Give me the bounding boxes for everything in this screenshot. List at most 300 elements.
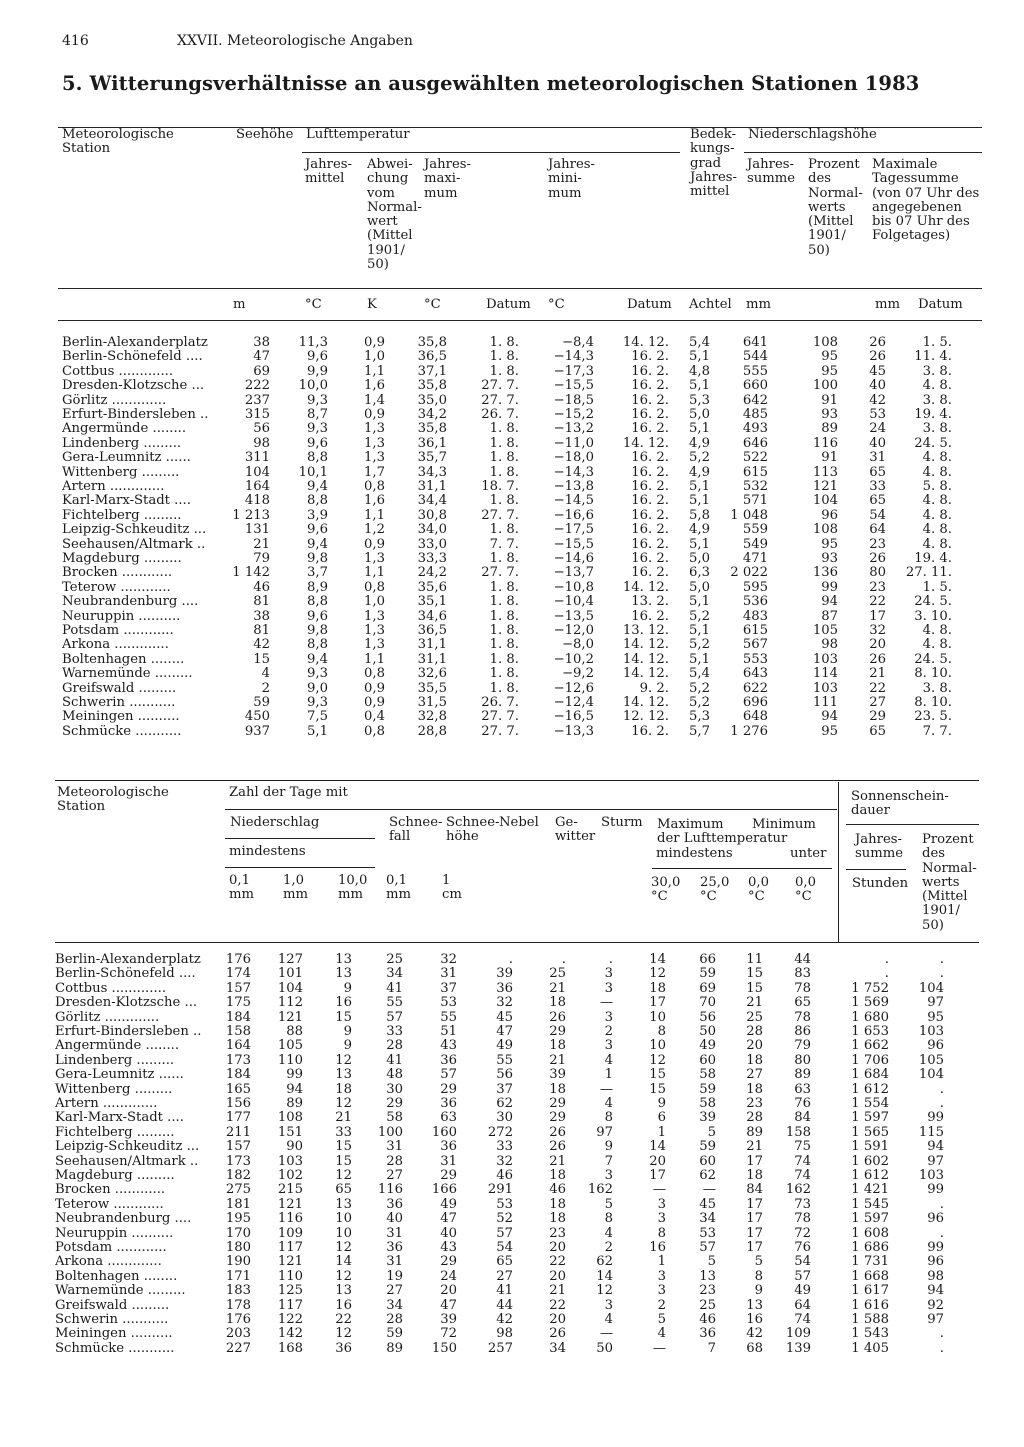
cell: 36 bbox=[440, 1139, 457, 1155]
cell: 7. 7. bbox=[922, 723, 952, 739]
cell: 291 bbox=[487, 1182, 513, 1198]
cell: 5. 8. bbox=[922, 479, 952, 494]
cell: 109 bbox=[277, 1225, 303, 1241]
cell: 91 bbox=[821, 450, 838, 466]
cell: −13,7 bbox=[553, 565, 594, 581]
cell: 178 bbox=[225, 1297, 251, 1313]
cell: 127 bbox=[277, 952, 303, 967]
cell: 53 bbox=[440, 995, 457, 1011]
cell: . bbox=[884, 952, 889, 967]
cell: 471 bbox=[742, 551, 768, 566]
cell: 32 bbox=[496, 995, 513, 1011]
cell: 22 bbox=[869, 594, 886, 610]
cell: 5,7 bbox=[689, 723, 710, 739]
cell: −17,3 bbox=[553, 363, 594, 379]
cell: 15 bbox=[649, 1081, 666, 1097]
cell: 1,3 bbox=[364, 435, 385, 451]
cell: 9,3 bbox=[307, 421, 328, 437]
cell: 622 bbox=[742, 680, 768, 696]
cell: 11 bbox=[746, 952, 763, 967]
cell: 180 bbox=[225, 1240, 251, 1255]
cell: 9,0 bbox=[307, 680, 328, 696]
cell: 23 bbox=[549, 1225, 566, 1241]
cell: 166 bbox=[431, 1182, 457, 1198]
cell: 35,6 bbox=[417, 579, 447, 595]
t1-unit-k: K bbox=[367, 297, 377, 312]
cell: 69 bbox=[699, 980, 716, 996]
cell: 47 bbox=[253, 349, 270, 365]
cell: 14. 12. bbox=[622, 637, 669, 653]
cell: . bbox=[884, 966, 889, 982]
cell: 25 bbox=[549, 966, 566, 982]
cell: 32 bbox=[869, 623, 886, 638]
cell: 595 bbox=[742, 579, 768, 595]
cell: 1. 8. bbox=[489, 551, 519, 566]
cell: 315 bbox=[244, 407, 270, 422]
cell: −17,5 bbox=[553, 522, 594, 538]
cell: 89 bbox=[286, 1096, 303, 1111]
cell: 156 bbox=[225, 1096, 251, 1111]
table-row bbox=[0, 1126, 1000, 1140]
cell: 1 565 bbox=[851, 1124, 889, 1140]
cell: 40 bbox=[386, 1211, 403, 1227]
t2-h-jahressumme: Jahres- summe bbox=[855, 832, 904, 862]
cell: 10 bbox=[649, 1038, 666, 1054]
station-name: Gera-Leumnitz ...... bbox=[62, 451, 191, 466]
cell: 19. 4. bbox=[914, 407, 952, 422]
station-name: Neubrandenburg .... bbox=[62, 595, 199, 610]
cell: 46 bbox=[699, 1312, 716, 1327]
cell: 31 bbox=[440, 1153, 457, 1169]
table-row bbox=[0, 682, 1000, 696]
cell: 16. 2. bbox=[631, 479, 669, 494]
cell: 80 bbox=[794, 1052, 811, 1068]
cell: 73 bbox=[794, 1196, 811, 1212]
cell: 79 bbox=[253, 551, 270, 566]
cell: 4 bbox=[604, 1096, 613, 1111]
cell: 110 bbox=[277, 1052, 303, 1068]
cell: 1 612 bbox=[851, 1168, 889, 1183]
cell: 38 bbox=[253, 335, 270, 350]
station-name: Angermünde ........ bbox=[62, 422, 187, 437]
t2-mindestens-rule bbox=[225, 867, 375, 868]
t2-th-3: 10,0 mm bbox=[338, 873, 368, 903]
cell: 1. 8. bbox=[489, 637, 519, 653]
table-row bbox=[0, 451, 1000, 465]
cell: 0,4 bbox=[364, 709, 385, 725]
cell: 14. 12. bbox=[622, 335, 669, 350]
cell: 553 bbox=[742, 651, 768, 667]
cell: 5,2 bbox=[689, 637, 710, 653]
cell: 11,3 bbox=[298, 335, 328, 350]
table2-top-rule bbox=[55, 780, 979, 781]
cell: 14. 12. bbox=[622, 695, 669, 710]
table-row bbox=[0, 552, 1000, 566]
station-name: Leipzig-Schkeuditz ... bbox=[62, 523, 207, 538]
cell: 8,8 bbox=[307, 594, 328, 610]
cell: 18 bbox=[549, 1211, 566, 1227]
t2-h-sonnen: Sonnenschein- dauer bbox=[851, 789, 949, 819]
cell: 29 bbox=[386, 1096, 403, 1111]
cell: 5,0 bbox=[689, 407, 710, 422]
cell: 50 bbox=[596, 1340, 613, 1356]
cell: 46 bbox=[496, 1168, 513, 1183]
cell: 9,3 bbox=[307, 392, 328, 408]
cell: 100 bbox=[377, 1124, 403, 1140]
cell: −13,8 bbox=[553, 479, 594, 494]
cell: 418 bbox=[244, 493, 270, 509]
cell: 4,9 bbox=[689, 464, 710, 480]
cell: 29 bbox=[440, 1168, 457, 1183]
cell: 13 bbox=[699, 1268, 716, 1284]
table-row bbox=[0, 437, 1000, 451]
cell: . bbox=[939, 1081, 944, 1097]
cell: 24. 5. bbox=[914, 435, 952, 451]
cell: 1,7 bbox=[364, 464, 385, 480]
cell: 57 bbox=[794, 1268, 811, 1284]
cell: 1 bbox=[657, 1124, 666, 1140]
cell: 99 bbox=[286, 1067, 303, 1083]
cell: 1,0 bbox=[364, 594, 385, 610]
cell: 99 bbox=[927, 1110, 944, 1126]
cell: 45 bbox=[869, 363, 886, 379]
cell: 12. 12. bbox=[622, 709, 669, 725]
cell: 493 bbox=[742, 421, 768, 437]
cell: 115 bbox=[918, 1124, 944, 1140]
cell: 72 bbox=[794, 1225, 811, 1241]
t2-h-unter: unter bbox=[790, 846, 827, 861]
station-name: Neuruppin .......... bbox=[62, 609, 181, 624]
cell: 41 bbox=[386, 980, 403, 996]
cell: 31,1 bbox=[417, 479, 447, 494]
t1-units-top-rule bbox=[58, 288, 982, 289]
table-row bbox=[0, 1313, 1000, 1327]
cell: 80 bbox=[869, 565, 886, 581]
cell: 122 bbox=[277, 1312, 303, 1327]
cell: 32 bbox=[440, 952, 457, 967]
cell: 95 bbox=[821, 536, 838, 552]
cell: 555 bbox=[742, 363, 768, 379]
t1-h-lufttemperatur: Lufttemperatur bbox=[306, 127, 410, 142]
cell: 34 bbox=[386, 966, 403, 982]
cell: 11. 4. bbox=[914, 349, 952, 365]
cell: 58 bbox=[386, 1110, 403, 1126]
cell: 131 bbox=[244, 522, 270, 538]
t1-unit-datum2: Datum bbox=[627, 297, 672, 312]
cell: 27 bbox=[386, 1283, 403, 1299]
table-row bbox=[0, 1342, 1000, 1356]
cell: 3 bbox=[604, 980, 613, 996]
station-name: Magdeburg ......... bbox=[55, 1169, 175, 1183]
station-name: Cottbus ............. bbox=[55, 981, 167, 996]
cell: −15,2 bbox=[553, 407, 594, 422]
cell: 275 bbox=[225, 1182, 251, 1198]
cell: 164 bbox=[244, 479, 270, 494]
cell: −13,5 bbox=[553, 608, 594, 624]
cell: 168 bbox=[277, 1340, 303, 1356]
cell: 63 bbox=[794, 1081, 811, 1097]
cell: 97 bbox=[927, 995, 944, 1011]
cell: 26 bbox=[549, 1326, 566, 1342]
cell: 1. 8. bbox=[489, 493, 519, 509]
table-row bbox=[0, 1068, 1000, 1082]
cell: 150 bbox=[431, 1340, 457, 1356]
cell: 5 bbox=[707, 1124, 716, 1140]
cell: 14 bbox=[649, 952, 666, 967]
cell: 95 bbox=[821, 723, 838, 739]
t1-unit-c1: °C bbox=[305, 297, 322, 312]
cell: 5,1 bbox=[689, 594, 710, 610]
cell: 31 bbox=[440, 966, 457, 982]
station-name: Arkona ............. bbox=[55, 1255, 162, 1270]
cell: 0,8 bbox=[364, 666, 385, 682]
table-row bbox=[0, 595, 1000, 609]
station-name: Erfurt-Bindersleben .. bbox=[55, 1025, 202, 1039]
cell: 1. 8. bbox=[489, 450, 519, 466]
cell: 16. 2. bbox=[631, 392, 669, 408]
cell: 27. 7. bbox=[481, 507, 519, 523]
cell: −9,2 bbox=[561, 666, 594, 682]
cell: 112 bbox=[277, 995, 303, 1011]
cell: 116 bbox=[377, 1182, 403, 1198]
table-row bbox=[0, 581, 1000, 595]
cell: 1. 8. bbox=[489, 363, 519, 379]
cell: 29 bbox=[549, 1024, 566, 1039]
t1-h-prozent: Prozent des Normal- werts (Mittel 1901/ 50) bbox=[808, 157, 863, 258]
table-row bbox=[0, 509, 1000, 523]
cell: 57 bbox=[440, 1067, 457, 1083]
t2-th-8: 0,0 °C bbox=[748, 875, 769, 905]
cell: 98 bbox=[821, 637, 838, 653]
cell: 559 bbox=[742, 522, 768, 538]
cell: 89 bbox=[821, 421, 838, 437]
cell: 91 bbox=[821, 392, 838, 408]
cell: 4. 8. bbox=[922, 378, 952, 394]
cell: 75 bbox=[794, 1139, 811, 1155]
cell: 103 bbox=[277, 1153, 303, 1169]
cell: 3. 10. bbox=[914, 608, 952, 624]
cell: 17 bbox=[746, 1153, 763, 1169]
cell: 177 bbox=[225, 1110, 251, 1126]
cell: 18 bbox=[746, 1052, 763, 1068]
cell: 18. 7. bbox=[481, 479, 519, 494]
station-name: Brocken ............ bbox=[62, 566, 173, 581]
station-name: Görlitz ............. bbox=[55, 1010, 160, 1025]
cell: 485 bbox=[742, 407, 768, 422]
cell: 56 bbox=[253, 421, 270, 437]
cell: 19 bbox=[386, 1268, 403, 1284]
cell: 16. 2. bbox=[631, 608, 669, 624]
cell: 1,1 bbox=[364, 507, 385, 523]
cell: 176 bbox=[225, 952, 251, 967]
cell: 55 bbox=[496, 1052, 513, 1068]
cell: 14 bbox=[649, 1139, 666, 1155]
cell: 10 bbox=[649, 1009, 666, 1025]
table-row bbox=[0, 466, 1000, 480]
cell: 104 bbox=[918, 980, 944, 996]
t1-h-maxtagessumme: Maximale Tagessumme (von 07 Uhr des angegebenen bis 07 Uhr des Folgetages) bbox=[872, 157, 980, 244]
cell: 35,0 bbox=[417, 392, 447, 408]
cell: . bbox=[939, 1096, 944, 1111]
cell: 20 bbox=[549, 1312, 566, 1327]
cell: 10,1 bbox=[298, 464, 328, 480]
cell: 1 684 bbox=[851, 1067, 889, 1083]
cell: 33 bbox=[496, 1139, 513, 1155]
cell: 257 bbox=[487, 1340, 513, 1356]
cell: 7 bbox=[707, 1340, 716, 1356]
cell: 22 bbox=[869, 680, 886, 696]
cell: 18 bbox=[549, 1081, 566, 1097]
table-row bbox=[0, 953, 1000, 967]
cell: 16 bbox=[649, 1240, 666, 1255]
cell: 1. 8. bbox=[489, 421, 519, 437]
station-name: Boltenhagen ........ bbox=[55, 1269, 178, 1284]
station-name: Arkona ............. bbox=[62, 638, 169, 653]
cell: 94 bbox=[927, 1139, 944, 1155]
cell: 1. 8. bbox=[489, 349, 519, 365]
cell: 20 bbox=[440, 1283, 457, 1299]
cell: 100 bbox=[812, 378, 838, 394]
cell: 12 bbox=[649, 966, 666, 982]
cell: 116 bbox=[277, 1211, 303, 1227]
cell: 30 bbox=[386, 1081, 403, 1097]
cell: 111 bbox=[812, 695, 838, 710]
cell: 84 bbox=[794, 1110, 811, 1126]
cell: 12 bbox=[649, 1052, 666, 1068]
cell: 2 bbox=[261, 680, 270, 696]
cell: 9,4 bbox=[307, 536, 328, 552]
cell: 10,0 bbox=[298, 378, 328, 394]
cell: 4. 8. bbox=[922, 450, 952, 466]
cell: 8,8 bbox=[307, 637, 328, 653]
cell: 29 bbox=[869, 709, 886, 725]
cell: 162 bbox=[785, 1182, 811, 1198]
table-row bbox=[0, 696, 1000, 710]
cell: 5 bbox=[707, 1254, 716, 1270]
cell: 44 bbox=[794, 952, 811, 967]
cell: 104 bbox=[244, 464, 270, 480]
station-name: Leipzig-Schkeuditz ... bbox=[55, 1140, 200, 1155]
cell: 9 bbox=[657, 1096, 666, 1111]
cell: 50 bbox=[699, 1024, 716, 1039]
cell: 642 bbox=[742, 392, 768, 408]
cell: 28 bbox=[386, 1153, 403, 1169]
station-name: Karl-Marx-Stadt .... bbox=[55, 1111, 184, 1126]
cell: 24. 5. bbox=[914, 594, 952, 610]
cell: 65 bbox=[869, 723, 886, 739]
cell: 4,8 bbox=[689, 363, 710, 379]
cell: 26. 7. bbox=[481, 695, 519, 710]
t1-unit-achtel: Achtel bbox=[689, 297, 732, 312]
station-name: Brocken ............ bbox=[55, 1183, 166, 1198]
cell: −11,0 bbox=[553, 435, 594, 451]
cell: 26 bbox=[549, 1139, 566, 1155]
cell: 19. 4. bbox=[914, 551, 952, 566]
cell: 36 bbox=[335, 1340, 352, 1356]
table-row bbox=[0, 1083, 1000, 1097]
cell: 1. 5. bbox=[922, 335, 952, 350]
cell: −8,0 bbox=[561, 637, 594, 653]
cell: 20 bbox=[869, 637, 886, 653]
t1-unit-mm2: mm bbox=[875, 297, 901, 312]
cell: 174 bbox=[225, 966, 251, 982]
cell: 5,1 bbox=[689, 479, 710, 494]
cell: 65 bbox=[335, 1182, 352, 1198]
cell: 1 612 bbox=[851, 1081, 889, 1097]
page-number: 416 bbox=[62, 33, 89, 49]
cell: 4. 8. bbox=[922, 623, 952, 638]
station-name: Seehausen/Altmark .. bbox=[55, 1154, 199, 1169]
cell: 12 bbox=[335, 1326, 352, 1342]
cell: 81 bbox=[253, 623, 270, 638]
cell: 157 bbox=[225, 980, 251, 996]
cell: 5,2 bbox=[689, 680, 710, 696]
cell: 27 bbox=[746, 1067, 763, 1083]
cell: 30,8 bbox=[417, 507, 447, 523]
cell: 18 bbox=[549, 1196, 566, 1212]
cell: 7,5 bbox=[307, 709, 328, 725]
station-name: Gera-Leumnitz ...... bbox=[55, 1068, 184, 1083]
cell: 8 bbox=[657, 1225, 666, 1241]
cell: 15 bbox=[253, 651, 270, 667]
table-row bbox=[0, 710, 1000, 724]
cell: 20 bbox=[746, 1038, 763, 1054]
cell: 27. 11. bbox=[905, 565, 952, 581]
cell: 12 bbox=[335, 1096, 352, 1111]
cell: 5,2 bbox=[689, 608, 710, 624]
cell: 2 022 bbox=[730, 565, 768, 581]
cell: 1 bbox=[657, 1254, 666, 1270]
cell: 62 bbox=[699, 1168, 716, 1183]
cell: 105 bbox=[918, 1052, 944, 1068]
cell: −10,4 bbox=[553, 594, 594, 610]
cell: 1. 8. bbox=[489, 666, 519, 682]
cell: 14 bbox=[335, 1254, 352, 1270]
table-row bbox=[0, 422, 1000, 436]
cell: 17 bbox=[746, 1240, 763, 1255]
cell: 78 bbox=[794, 1009, 811, 1025]
cell: 0,8 bbox=[364, 579, 385, 595]
t1-unit-datum3: Datum bbox=[918, 297, 963, 312]
t2-h-mindestens: mindestens bbox=[229, 844, 306, 859]
cell: 522 bbox=[742, 450, 768, 466]
cell: 18 bbox=[335, 1081, 352, 1097]
cell: 646 bbox=[742, 435, 768, 451]
station-name: Potsdam ............ bbox=[55, 1241, 167, 1255]
t1-unit-mm1: mm bbox=[746, 297, 772, 312]
cell: 1,1 bbox=[364, 565, 385, 581]
cell: 15 bbox=[746, 966, 763, 982]
cell: 39 bbox=[699, 1110, 716, 1126]
cell: 18 bbox=[549, 1038, 566, 1054]
cell: 9,6 bbox=[307, 349, 328, 365]
cell: 95 bbox=[927, 1009, 944, 1025]
cell: 16. 2. bbox=[631, 493, 669, 509]
cell: 105 bbox=[277, 1038, 303, 1054]
t2-th-7: 25,0 °C bbox=[700, 875, 730, 905]
cell: 72 bbox=[440, 1326, 457, 1342]
cell: 0,8 bbox=[364, 723, 385, 739]
cell: 532 bbox=[742, 479, 768, 494]
cell: 5,1 bbox=[689, 536, 710, 552]
cell: 10 bbox=[335, 1225, 352, 1241]
cell: 21 bbox=[746, 995, 763, 1011]
t2-th-1: 0,1 mm bbox=[229, 873, 255, 903]
cell: 12 bbox=[596, 1283, 613, 1299]
cell: 8 bbox=[657, 1024, 666, 1039]
cell: 6 bbox=[657, 1110, 666, 1126]
table-row bbox=[0, 996, 1000, 1010]
